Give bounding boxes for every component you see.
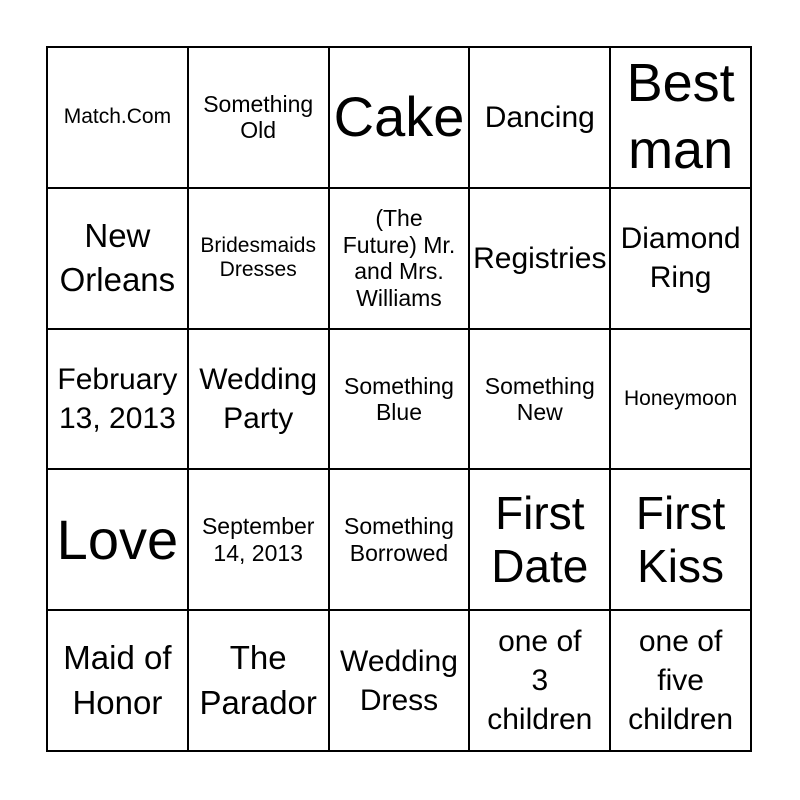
bingo-cell[interactable] xyxy=(469,188,610,329)
cell-label: Something Old xyxy=(203,90,314,144)
bingo-cell[interactable] xyxy=(329,469,470,610)
cell-label: Bridesmaids Dresses xyxy=(200,234,316,282)
cell-label: Something Borrowed xyxy=(344,513,454,566)
cell-label: Match.Com xyxy=(63,105,172,129)
bingo-cell[interactable] xyxy=(188,610,329,751)
bingo-cell[interactable] xyxy=(329,329,470,470)
bingo-cell[interactable] xyxy=(188,469,329,610)
cell-label: Honeymoon xyxy=(623,386,738,410)
cell-label: Love xyxy=(56,507,179,571)
bingo-cell[interactable] xyxy=(47,469,188,610)
cell-label: one of five children xyxy=(628,625,734,737)
bingo-cell[interactable] xyxy=(47,329,188,470)
cell-label: First Date xyxy=(491,486,589,592)
bingo-cell[interactable] xyxy=(47,610,188,751)
bingo-cell[interactable] xyxy=(188,329,329,470)
bingo-cell[interactable] xyxy=(469,469,610,610)
bingo-cell[interactable] xyxy=(47,47,188,188)
bingo-cell[interactable] xyxy=(329,610,470,751)
bingo-cell[interactable] xyxy=(610,329,751,470)
bingo-cell[interactable] xyxy=(329,188,470,329)
cell-label: Registries xyxy=(473,241,607,275)
cell-label: September 14, 2013 xyxy=(201,513,315,566)
cell-label: Something New xyxy=(484,372,595,425)
cell-label: Wedding Dress xyxy=(340,644,458,717)
cell-label: First Kiss xyxy=(635,486,726,592)
bingo-cell[interactable] xyxy=(329,47,470,188)
bingo-cell[interactable] xyxy=(469,329,610,470)
cell-label: (The Future) Mr. and Mrs. Williams xyxy=(342,205,456,311)
bingo-cell[interactable] xyxy=(469,610,610,751)
bingo-cell[interactable] xyxy=(610,610,751,751)
cell-label: one of 3 children xyxy=(487,625,593,737)
bingo-cell[interactable] xyxy=(188,188,329,329)
cell-label: Wedding Party xyxy=(199,362,318,435)
bingo-cell[interactable] xyxy=(610,47,751,188)
bingo-board xyxy=(46,46,752,752)
cell-label: Maid of Honor xyxy=(63,639,172,721)
cell-label: Something Blue xyxy=(344,372,454,425)
bingo-cell[interactable] xyxy=(610,188,751,329)
cell-label: Diamond Ring xyxy=(620,222,741,295)
bingo-cell[interactable] xyxy=(610,469,751,610)
cell-label: The Parador xyxy=(199,639,317,721)
cell-label: Dancing xyxy=(484,100,595,134)
cell-label: Best man xyxy=(626,52,735,181)
cell-label: New Orleans xyxy=(59,216,176,299)
bingo-cell[interactable] xyxy=(188,47,329,188)
cell-label: Cake xyxy=(333,85,465,149)
bingo-cell[interactable] xyxy=(469,47,610,188)
bingo-cell[interactable] xyxy=(47,188,188,329)
cell-label: February 13, 2013 xyxy=(57,362,178,435)
